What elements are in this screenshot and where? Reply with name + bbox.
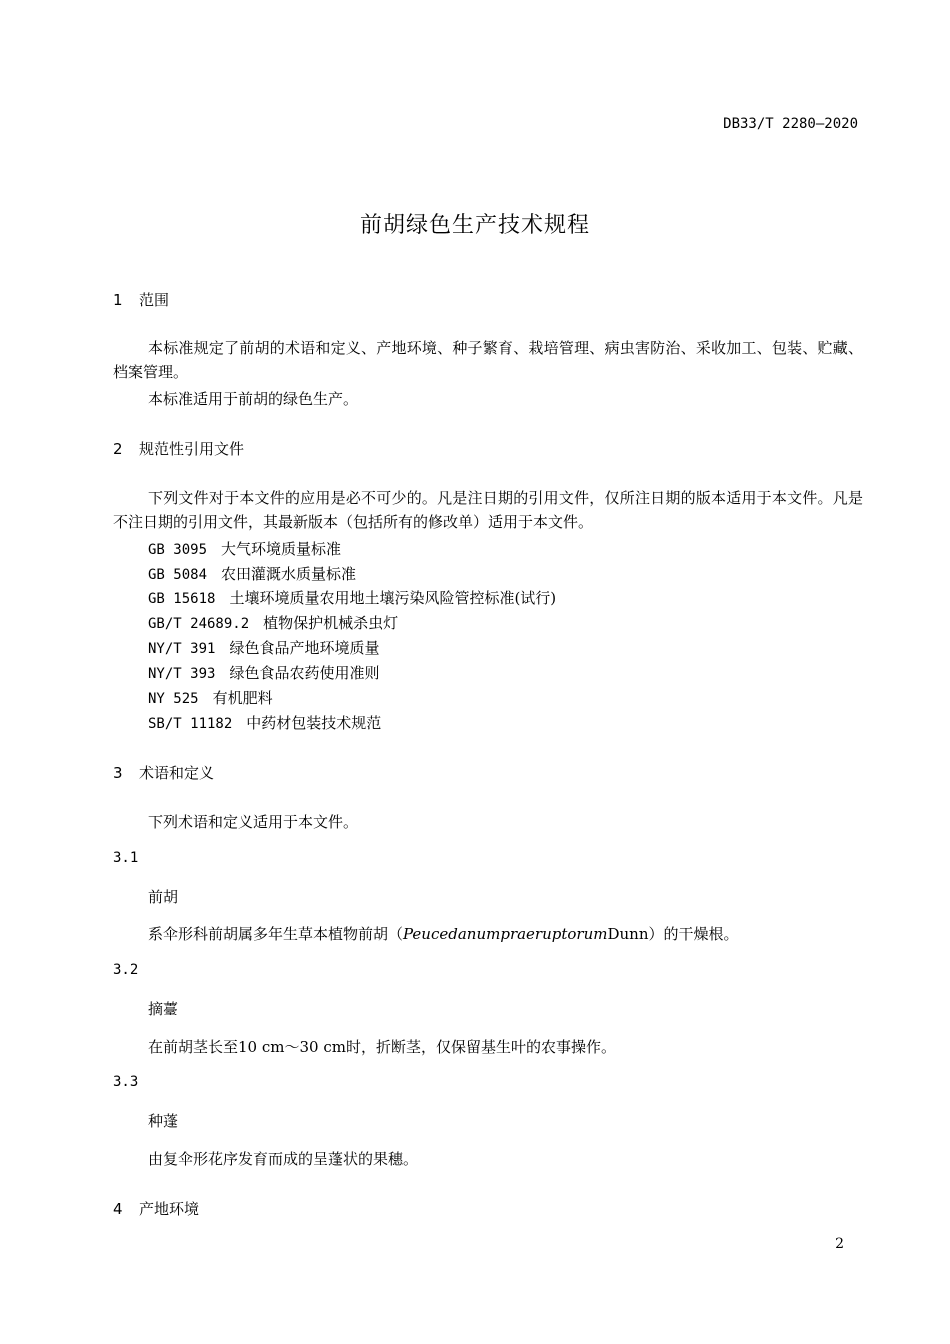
reference-title: 土壤环境质量农用地土壤污染风险管控标准(试行) <box>229 589 557 607</box>
terms-intro: 下列术语和定义适用于本文件。 <box>148 813 359 831</box>
scope-applicability: 本标准适用于前胡的绿色生产。 <box>148 390 359 408</box>
term-definition: 由复伞形花序发育而成的呈蓬状的果穗。 <box>148 1150 419 1168</box>
reference-code: GB/T 24689.2 <box>148 616 250 632</box>
reference-item <box>148 637 379 658</box>
section-title: 规范性引用文件 <box>139 440 245 458</box>
section-heading-scope <box>113 289 169 310</box>
reference-code: NY/T 391 <box>148 641 216 657</box>
latin-name: Peucedanumpraeruptorum <box>403 925 608 943</box>
section-number: 1 <box>113 291 123 309</box>
term-name: 前胡 <box>148 888 179 906</box>
section-title: 产地环境 <box>139 1200 200 1218</box>
definition-text: Dunn）的干燥根。 <box>607 925 739 943</box>
page-title: 前胡绿色生产技术规程 <box>359 213 590 238</box>
reference-item <box>148 587 556 608</box>
page-number: 2 <box>835 1236 844 1252</box>
section-number: 3 <box>113 764 123 782</box>
section-heading-environment <box>113 1198 199 1219</box>
reference-item <box>148 712 381 733</box>
term-definition <box>148 923 739 944</box>
reference-item <box>148 612 398 633</box>
reference-title: 绿色食品农药使用准则 <box>229 664 380 682</box>
references-intro: 下列文件对于本文件的应用是必不可少的。凡是注日期的引用文件，仅所注日期的版本适用于本文件。凡是不注日期的引用文件，其最新版本（包括所有的修改单）适用于本文件。 <box>113 489 863 531</box>
reference-code: NY 525 <box>148 691 199 707</box>
definition-text: 系伞形科前胡属多年生草本植物前胡（ <box>148 925 404 943</box>
reference-title: 有机肥料 <box>212 689 273 707</box>
reference-title: 中药材包装技术规范 <box>246 714 382 732</box>
reference-code: NY/T 393 <box>148 666 216 682</box>
term-name: 摘薹 <box>148 1000 179 1018</box>
reference-title: 绿色食品产地环境质量 <box>229 639 380 657</box>
reference-item <box>148 687 273 708</box>
reference-code: GB 3095 <box>148 542 208 558</box>
reference-code: GB 5084 <box>148 567 208 583</box>
reference-title: 植物保护机械杀虫灯 <box>263 614 399 632</box>
clause-number: 3.3 <box>113 1074 139 1090</box>
clause-number: 3.1 <box>113 850 139 866</box>
scope-paragraph: 本标准规定了前胡的术语和定义、产地环境、种子繁育、栽培管理、病虫害防治、采收加工、包装、贮藏、档案管理。 <box>113 339 863 381</box>
reference-code: GB 15618 <box>148 591 216 607</box>
section-number: 2 <box>113 440 123 458</box>
section-title: 范围 <box>139 291 170 309</box>
reference-title: 农田灌溉水质量标准 <box>221 565 357 583</box>
reference-title: 大气环境质量标准 <box>221 540 342 558</box>
term-definition: 在前胡茎长至10 cm～30 cm时，折断茎，仅保留基生叶的农事操作。 <box>148 1038 616 1056</box>
reference-item <box>148 563 356 584</box>
clause-number: 3.2 <box>113 962 139 978</box>
reference-item <box>148 662 379 683</box>
term-name: 种蓬 <box>148 1112 179 1130</box>
document-code: DB33/T 2280—2020 <box>723 116 858 132</box>
section-heading-references <box>113 438 244 459</box>
section-heading-terms <box>113 762 214 783</box>
section-number: 4 <box>113 1200 123 1218</box>
section-title: 术语和定义 <box>139 764 215 782</box>
reference-item <box>148 538 341 559</box>
reference-code: SB/T 11182 <box>148 716 233 732</box>
